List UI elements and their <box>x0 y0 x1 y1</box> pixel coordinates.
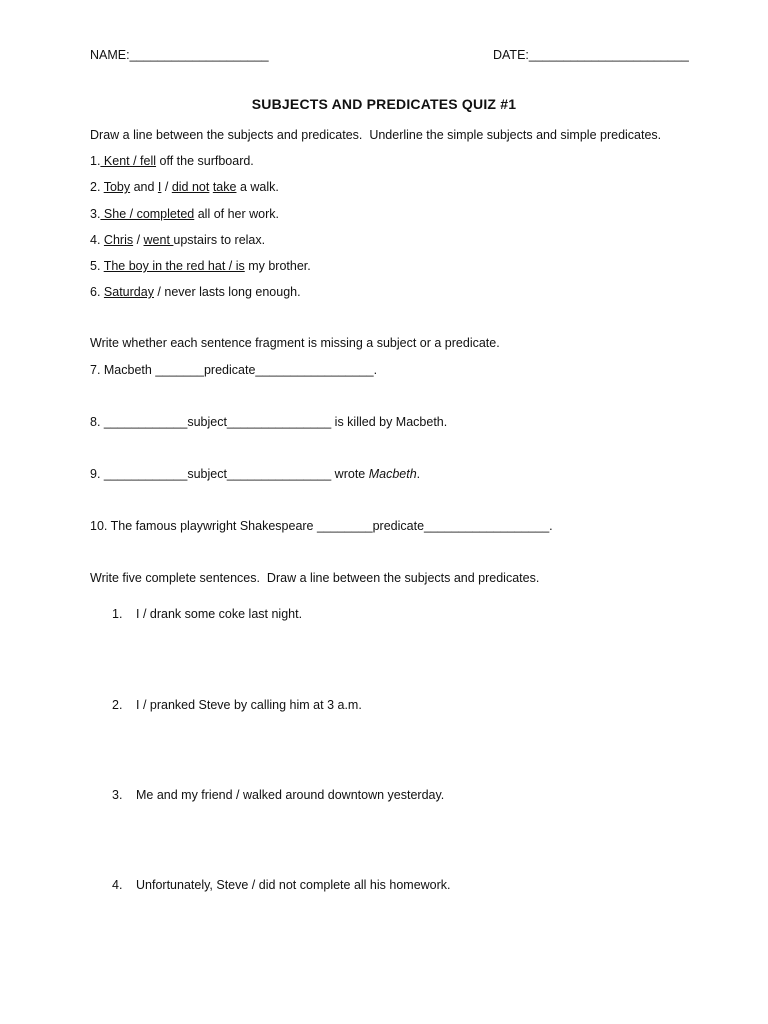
underlined-subject-predicate: Kent / fell <box>100 154 157 168</box>
sentence-text: 9. ____________subject_______________ wrote <box>90 467 369 481</box>
sentence-text: I / pranked Steve by calling him at 3 a.m. <box>136 698 362 712</box>
section2-instructions: Write whether each sentence fragment is missing a subject or a predicate. <box>90 336 500 350</box>
sentence-text: . <box>416 467 421 481</box>
list-number: 3. <box>112 788 123 802</box>
sentence-item-3 <box>112 787 444 803</box>
question-8: 8. ____________subject_______________ is killed by Macbeth. <box>90 415 448 429</box>
question-number: 2. <box>90 180 101 194</box>
underlined-subject-predicate: The boy in the red hat / is <box>103 259 245 273</box>
list-number: 1. <box>112 607 123 621</box>
italic-title: Macbeth <box>368 467 417 481</box>
page-title: SUBJECTS AND PREDICATES QUIZ #1 <box>251 96 517 112</box>
section3-instructions: Write five complete sentences. Draw a line between the subjects and predicates. <box>90 571 540 585</box>
question-number: 5. <box>90 259 101 273</box>
sentence-text: all of her work. <box>194 207 280 221</box>
question-number: 4. <box>90 233 101 247</box>
question-2 <box>90 179 279 195</box>
sentence-text: / <box>133 233 144 247</box>
underlined-predicate: went <box>143 233 174 247</box>
question-number: 3. <box>90 207 101 221</box>
question-number: 6. <box>90 285 101 299</box>
name-field: NAME:____________________ <box>90 48 269 62</box>
sentence-text: / <box>161 180 172 194</box>
sentence-text: upstairs to relax. <box>173 233 266 247</box>
sentence-text: Unfortunately, Steve / did not complete all his homework. <box>136 878 451 892</box>
underlined-predicate: take <box>212 180 237 194</box>
question-number: 1. <box>90 154 101 168</box>
question-9 <box>90 466 420 482</box>
question-4 <box>90 232 265 248</box>
underlined-subject: Chris <box>103 233 134 247</box>
underlined-subject: I <box>157 180 162 194</box>
underlined-subject: Toby <box>103 180 131 194</box>
section1-instructions: Draw a line between the subjects and predicates. Underline the simple subjects and simple predicates. <box>90 128 662 142</box>
question-6 <box>90 284 301 300</box>
sentence-text: a walk. <box>236 180 279 194</box>
sentence-item-2 <box>112 697 362 713</box>
sentence-text: Me and my friend / walked around downtown yesterday. <box>136 788 445 802</box>
underlined-subject-predicate: She / completed <box>100 207 195 221</box>
sentence-item-1 <box>112 606 302 622</box>
sentence-text: off the surfboard. <box>156 154 254 168</box>
sentence-text: I / drank some coke last night. <box>136 607 303 621</box>
sentence-text: / never lasts long enough. <box>153 285 301 299</box>
list-number: 2. <box>112 698 123 712</box>
sentence-text: my brother. <box>244 259 311 273</box>
sentence-text: and <box>130 180 158 194</box>
question-7: 7. Macbeth _______predicate_________________. <box>90 363 378 377</box>
question-1 <box>90 153 254 169</box>
date-field: DATE:_______________________ <box>493 48 689 62</box>
sentence-item-4 <box>112 877 451 893</box>
question-10: 10. The famous playwright Shakespeare ________predicate__________________. <box>90 519 553 533</box>
question-5 <box>90 258 311 274</box>
question-3 <box>90 206 279 222</box>
underlined-predicate: did not <box>171 180 210 194</box>
list-number: 4. <box>112 878 123 892</box>
underlined-subject: Saturday <box>103 285 154 299</box>
